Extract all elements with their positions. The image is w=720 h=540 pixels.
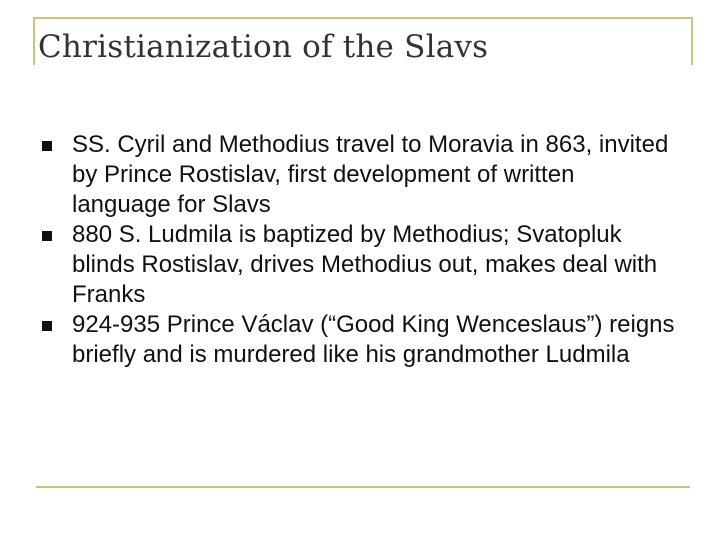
bullet-item bbox=[55, 130, 675, 220]
slide-title: Christianization of the Slavs bbox=[38, 29, 489, 65]
top-frame-line bbox=[33, 17, 693, 19]
frame-right-tick bbox=[691, 17, 693, 65]
bullet-item bbox=[55, 220, 675, 310]
square-bullet-icon bbox=[42, 321, 52, 331]
bullet-text: 924-935 Prince Václav (“Good King Wenceslaus”) reigns briefly and is murdered like his grandmother Ludmila bbox=[72, 311, 675, 368]
frame-left-tick bbox=[33, 17, 35, 65]
bullet-text: SS. Cyril and Methodius travel to Moravia in 863, invited by Prince Rostislav, first development of written language for Slavs bbox=[72, 131, 669, 218]
bullet-item bbox=[55, 310, 675, 370]
bottom-frame-line bbox=[36, 486, 690, 488]
bullet-text: 880 S. Ludmila is baptized by Methodius; Svatopluk blinds Rostislav, drives Methodius out, makes deal with Franks bbox=[72, 221, 658, 308]
bullet-list bbox=[55, 130, 675, 370]
square-bullet-icon bbox=[42, 141, 52, 151]
square-bullet-icon bbox=[42, 231, 52, 241]
